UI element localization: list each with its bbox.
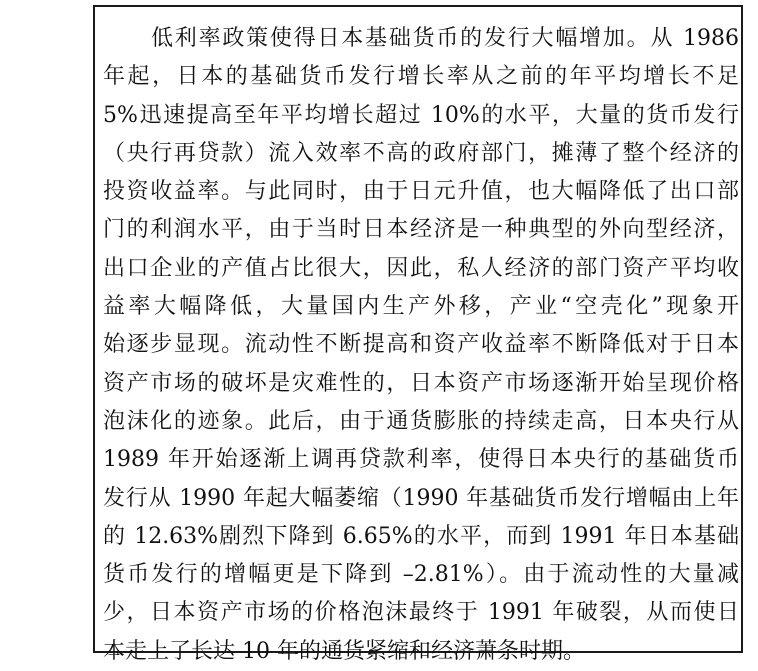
text-line: 泡沫化的迹象。此后，由于通货膨胀的持续走高，日本央行从 xyxy=(103,408,739,434)
text-line: 5%迅速提高至年平均增长超过 10%的水平，大量的货币发行 xyxy=(103,102,739,128)
text-line: 发行从 1990 年起大幅萎缩（1990 年基础货币发行增幅由上年 xyxy=(103,485,739,511)
text-line: 低利率政策使得日本基础货币的发行大幅增加。从 1986 xyxy=(151,26,739,51)
text-line: 的 12.63%剧烈下降到 6.65%的水平，而到 1991 年日本基础 xyxy=(103,523,739,549)
text-line: 少，日本资产市场的价格泡沫最终于 1991 年破裂，从而使日 xyxy=(103,600,739,626)
text-line: 1989 年开始逐渐上调再贷款利率，使得日本央行的基础货币 xyxy=(103,447,739,473)
text-line: 益率大幅降低，大量国内生产外移，产业“空壳化”现象开 xyxy=(103,294,739,320)
text-line: 本走上了长达 10 年的通货紧缩和经济萧条时期。 xyxy=(103,638,585,664)
paragraph xyxy=(103,20,739,671)
text-line: 年起，日本的基础货币发行增长率从之前的年平均增长不足 xyxy=(103,64,739,90)
text-line: （央行再贷款）流入效率不高的政府部门，摊薄了整个经济的 xyxy=(103,140,739,166)
text-line: 货币发行的增幅更是下降到 –2.81%）。由于流动性的大量减 xyxy=(103,562,739,588)
text-line: 出口企业的产值占比很大，因此，私人经济的部门资产平均收 xyxy=(103,255,739,281)
text-line: 资产市场的破坏是灾难性的，日本资产市场逐渐开始呈现价格 xyxy=(103,370,739,396)
text-line: 门的利润水平，由于当时日本经济是一种典型的外向型经济， xyxy=(103,217,739,243)
text-line: 投资收益率。与此同时，由于日元升值，也大幅降低了出口部 xyxy=(103,179,739,205)
text-line: 始逐步显现。流动性不断提高和资产收益率不断降低对于日本 xyxy=(103,332,739,358)
